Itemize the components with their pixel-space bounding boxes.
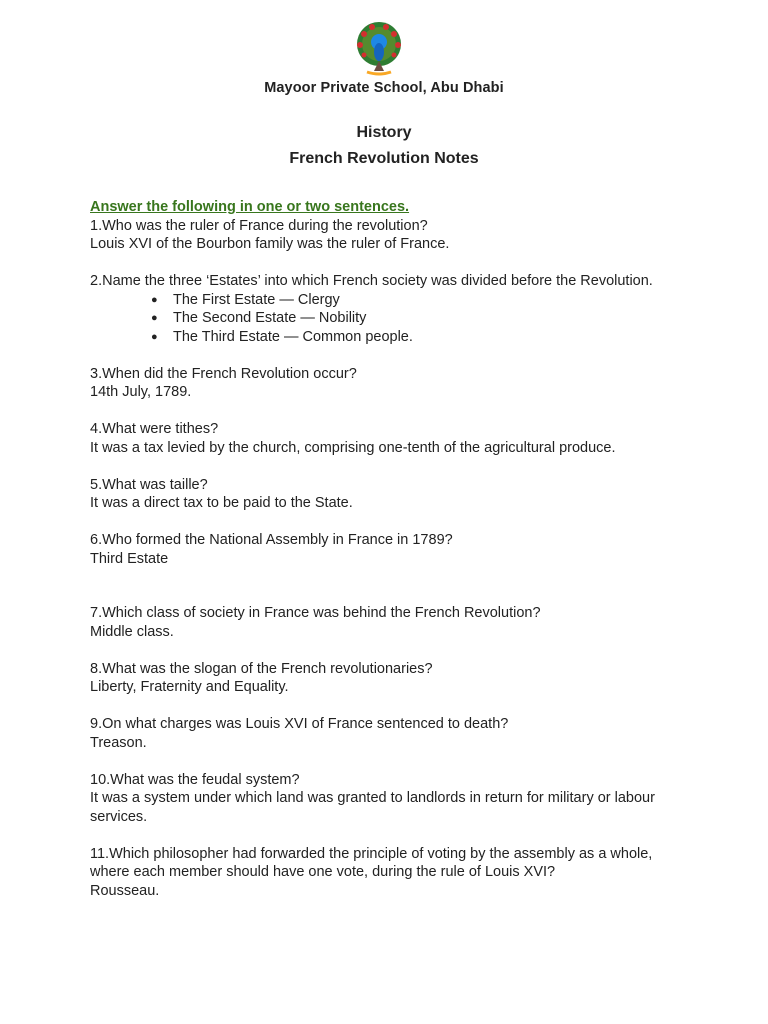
answer-4: It was a tax levied by the church, comprising one-tenth of the agricultural produce. (90, 439, 616, 456)
question-6: 6.Who formed the National Assembly in France in 1789? (90, 532, 453, 548)
question-7: 7.Which class of society in France was behind the French Revolution? (90, 605, 541, 621)
answer-3: 14th July, 1789. (90, 384, 192, 400)
question-11: 11.Which philosopher had forwarded the principle of voting by the assembly as a whole, where each member should have one vote, during the rule of Louis XVI? (90, 845, 653, 880)
bullet-icon: ● (151, 330, 158, 343)
answer-1: Louis XVI of the Bourbon family was the ruler of France. (90, 236, 450, 252)
bullet-icon: ● (151, 312, 158, 324)
answer-10: It was a system under which land was granted to landlords in return for military or labour services. (90, 790, 655, 825)
school-name: Mayoor Private School, Abu Dhabi (264, 80, 504, 96)
question-3: 3.When did the French Revolution occur? (90, 365, 357, 382)
page-title: French Revolution Notes (289, 150, 479, 167)
bullet-icon: ● (151, 293, 158, 306)
list-item: ● The Third Estate — Common people. (151, 328, 413, 345)
notes-body (90, 198, 690, 900)
list-item: ● The First Estate — Clergy (151, 291, 340, 308)
question-2: 2.Name the three ‘Estates’ into which French society was divided before the Revolution. (90, 273, 653, 289)
answer-7: Middle class. (90, 623, 174, 640)
question-4: 4.What were tithes? (90, 421, 219, 437)
peacock-logo-icon (352, 20, 406, 78)
answer-5: It was a direct tax to be paid to the State. (90, 495, 353, 511)
question-5: 5.What was taille? (90, 476, 208, 493)
answer-6: Third Estate (90, 550, 169, 567)
instruction-heading: Answer the following in one or two sentences. (90, 199, 410, 215)
estates-list (90, 291, 690, 347)
question-9: 9.On what charges was Louis XVI of France sentenced to death? (90, 716, 509, 732)
question-8: 8.What was the slogan of the French revolutionaries? (90, 660, 433, 677)
answer-11: Rousseau. (90, 882, 160, 899)
question-10: 10.What was the feudal system? (90, 771, 300, 788)
question-1: 1.Who was the ruler of France during the revolution? (90, 217, 428, 234)
list-item: ● The Second Estate — Nobility (151, 310, 367, 326)
subject-heading: History (356, 124, 412, 141)
answer-8: Liberty, Fraternity and Equality. (90, 679, 289, 695)
answer-9: Treason. (90, 734, 147, 751)
